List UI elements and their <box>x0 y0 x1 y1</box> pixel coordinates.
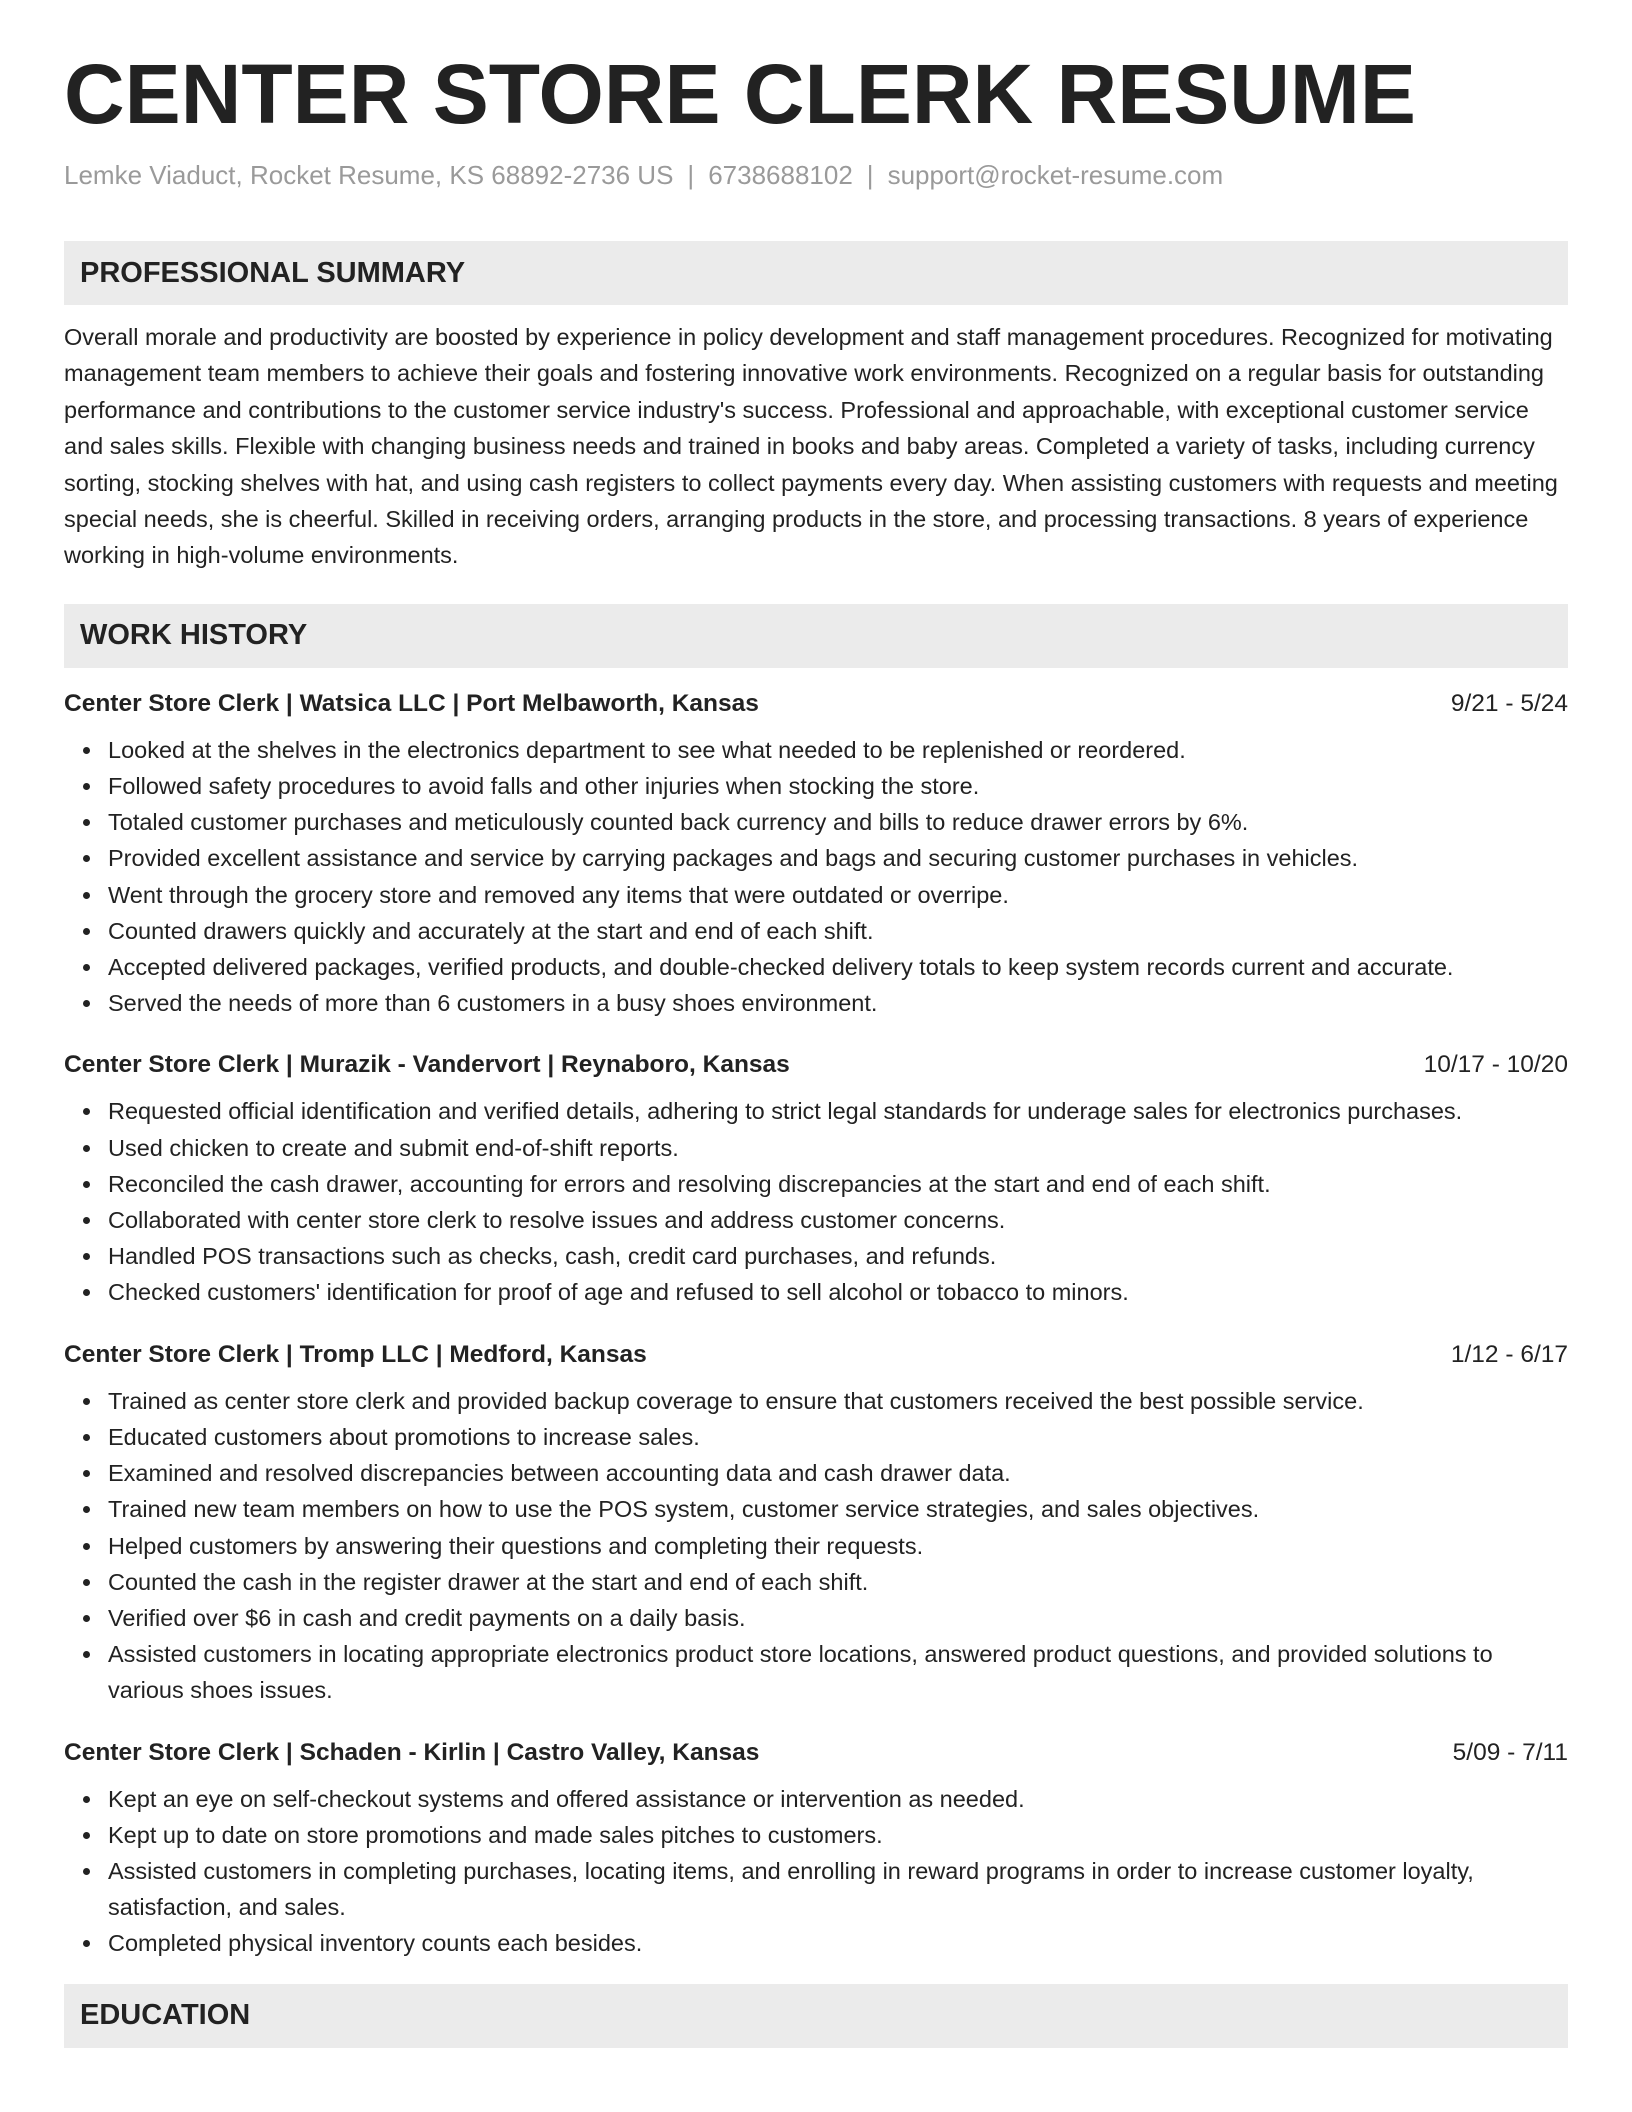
job-entry <box>64 690 1568 1022</box>
job-bullet: Kept up to date on store promotions and made sales pitches to customers. <box>108 1817 1568 1853</box>
job-bullet: Requested official identification and verified details, adhering to strict legal standards for underage sales for electronics purchases. <box>108 1093 1568 1129</box>
job-bullet: Went through the grocery store and removed any items that were outdated or overripe. <box>108 877 1568 913</box>
job-entry <box>64 1051 1568 1310</box>
job-bullet: Assisted customers in locating appropriate electronics product store locations, answered product questions, and provided solutions to various shoes issues. <box>108 1636 1568 1708</box>
section-header-education: EDUCATION <box>64 1984 1568 2048</box>
job-bullet: Trained new team members on how to use the POS system, customer service strategies, and sales objectives. <box>108 1491 1568 1527</box>
job-bullet-list <box>64 1383 1568 1709</box>
job-bullet: Counted drawers quickly and accurately at the start and end of each shift. <box>108 913 1568 949</box>
contact-separator: | <box>687 160 695 190</box>
job-bullet: Checked customers' identification for proof of age and refused to sell alcohol or tobacco to minors. <box>108 1274 1568 1310</box>
summary-text: Overall morale and productivity are boosted by experience in policy development and staff management procedures. Recognized for motivating management team members to achieve their goals and fostering innovative work environments. Recognized on a regular basis for outstanding performance and contributions to the customer service industry's success. Professional and approachable, with exceptional customer service and sales skills. Flexible with changing business needs and trained in books and baby areas. Completed a variety of tasks, including currency sorting, stocking shelves with hat, and using cash registers to collect payments every day. When assisting customers with requests and meeting special needs, she is cheerful. Skilled in receiving orders, arranging products in the store, and processing transactions. 8 years of experience working in high-volume environments. <box>64 324 1558 569</box>
job-dates: 1/12 - 6/17 <box>1450 1340 1568 1368</box>
job-bullet-list <box>64 1781 1568 1962</box>
job-dates: 10/17 - 10/20 <box>1423 1051 1568 1079</box>
resume-title: CENTER STORE CLERK RESUME <box>64 47 1416 141</box>
resume-page <box>64 47 1568 2048</box>
job-bullet: Assisted customers in completing purchases, locating items, and enrolling in reward programs in order to increase customer loyalty, satisfaction, and sales. <box>108 1853 1568 1925</box>
job-bullet: Looked at the shelves in the electronics department to see what needed to be replenished or reordered. <box>108 732 1568 768</box>
job-bullet: Accepted delivered packages, verified products, and double-checked delivery totals to keep system records current and accurate. <box>108 949 1568 985</box>
job-entry <box>64 1739 1568 1962</box>
job-dates: 5/09 - 7/11 <box>1452 1738 1568 1766</box>
job-bullet: Provided excellent assistance and service by carrying packages and bags and securing customer purchases in vehicles. <box>108 840 1568 876</box>
job-bullet: Collaborated with center store clerk to resolve issues and address customer concerns. <box>108 1202 1568 1238</box>
job-bullet: Helped customers by answering their questions and completing their requests. <box>108 1528 1568 1564</box>
job-header <box>64 1051 1568 1079</box>
job-title: Center Store Clerk | Schaden - Kirlin | Castro Valley, Kansas <box>64 1738 760 1766</box>
job-entry <box>64 1341 1568 1709</box>
job-header <box>64 690 1568 718</box>
job-bullet: Educated customers about promotions to increase sales. <box>108 1419 1568 1455</box>
job-title: Center Store Clerk | Watsica LLC | Port Melbaworth, Kansas <box>64 689 759 717</box>
contact-phone: 6738688102 <box>708 160 853 190</box>
job-dates: 9/21 - 5/24 <box>1450 689 1568 717</box>
job-bullet: Verified over $6 in cash and credit payments on a daily basis. <box>108 1600 1568 1636</box>
job-bullet: Totaled customer purchases and meticulously counted back currency and bills to reduce drawer errors by 6%. <box>108 804 1568 840</box>
job-title: Center Store Clerk | Murazik - Vandervort | Reynaboro, Kansas <box>64 1051 790 1079</box>
job-bullet: Trained as center store clerk and provided backup coverage to ensure that customers received the best possible service. <box>108 1383 1568 1419</box>
contact-email[interactable]: support@rocket-resume.com <box>887 160 1224 190</box>
contact-address: Lemke Viaduct, Rocket Resume, KS 68892-2736 US <box>64 160 674 190</box>
job-title: Center Store Clerk | Tromp LLC | Medford, Kansas <box>64 1340 647 1368</box>
job-bullet: Used chicken to create and submit end-of-shift reports. <box>108 1130 1568 1166</box>
job-bullet-list <box>64 1093 1568 1310</box>
job-bullet: Counted the cash in the register drawer at the start and end of each shift. <box>108 1564 1568 1600</box>
contact-separator: | <box>866 160 874 190</box>
section-header-work-history: WORK HISTORY <box>64 604 1568 668</box>
job-bullet-list <box>64 732 1568 1022</box>
job-bullet: Completed physical inventory counts each besides. <box>108 1925 1568 1961</box>
section-header-summary: PROFESSIONAL SUMMARY <box>64 241 1568 305</box>
job-bullet: Followed safety procedures to avoid falls and other injuries when stocking the store. <box>108 768 1568 804</box>
job-bullet: Reconciled the cash drawer, accounting for errors and resolving discrepancies at the start and end of each shift. <box>108 1166 1568 1202</box>
job-header <box>64 1341 1568 1369</box>
job-bullet: Handled POS transactions such as checks, cash, credit card purchases, and refunds. <box>108 1238 1568 1274</box>
job-header <box>64 1739 1568 1767</box>
job-bullet: Kept an eye on self-checkout systems and offered assistance or intervention as needed. <box>108 1781 1568 1817</box>
contact-line <box>64 160 1568 191</box>
job-bullet: Examined and resolved discrepancies between accounting data and cash drawer data. <box>108 1455 1568 1491</box>
work-history-list <box>64 690 1568 1962</box>
job-bullet: Served the needs of more than 6 customers in a busy shoes environment. <box>108 985 1568 1021</box>
